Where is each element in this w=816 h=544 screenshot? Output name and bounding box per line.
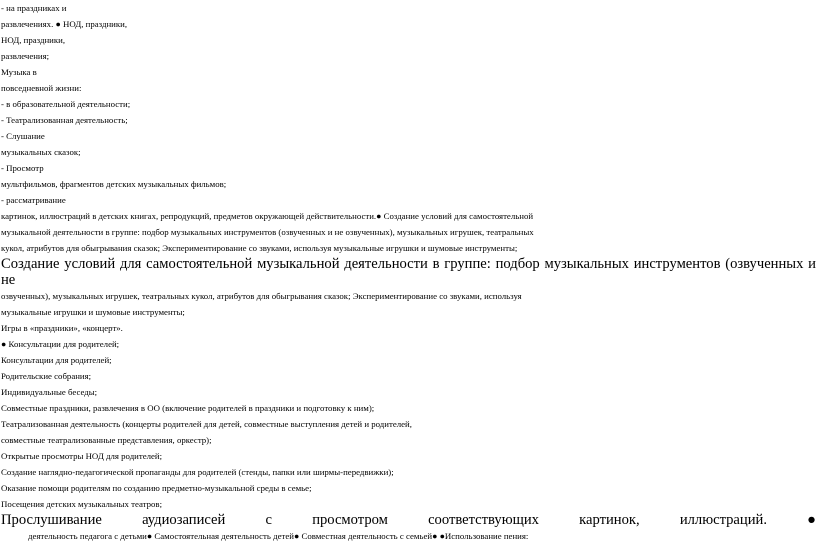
text-line: Создание условий для самостоятельной музыкальной деятельности в группе: подбор музыкальных инструментов (озвученных и не xyxy=(1,256,816,288)
text-line: Индивидуальные беседы; xyxy=(1,387,98,397)
text-line: развлечениях. ● НОД, праздники, xyxy=(1,19,128,29)
text-line: развлечения; xyxy=(1,51,50,61)
text-line: Музыка в xyxy=(1,67,37,77)
text-line: повседневной жизни: xyxy=(1,83,82,93)
text-line: озвученных), музыкальных игрушек, театральных кукол, атрибутов для обыгрывания сказок; Экспериментирование со звуками, используя xyxy=(1,291,522,301)
text-line: Создание наглядно-педагогической пропаганды для родителей (стенды, папки или ширмы-передвижки); xyxy=(1,467,394,477)
text-line: Открытые просмотры НОД для родителей; xyxy=(1,451,163,461)
text-line: музыкальной деятельности в группе: подбор музыкальных инструментов (озвученных и не озвученных), музыкальных игрушек, театральных xyxy=(1,227,534,237)
text-line: Оказание помощи родителям по созданию предметно-музыкальной среды в семье; xyxy=(1,483,312,493)
text-line: НОД, праздники, xyxy=(1,35,66,45)
text-line: Консультации для родителей; xyxy=(1,355,112,365)
text-line: Родительские собрания; xyxy=(1,371,92,381)
text-line: музыкальные игрушки и шумовые инструменты; xyxy=(1,307,185,317)
text-line: мультфильмов, фрагментов детских музыкальных фильмов; xyxy=(1,179,227,189)
text-line: - Слушание xyxy=(1,131,45,141)
text-line: Театрализованная деятельность (концерты родителей для детей, совместные выступления детей и родителей, xyxy=(1,419,412,429)
text-line: - рассматривание xyxy=(1,195,66,205)
text-line: Прослушивание аудиозаписей с просмотром соответствующих картинок, иллюстраций. ● xyxy=(1,512,816,528)
text-line: Игры в «праздники», «концерт». xyxy=(1,323,123,333)
text-line: совместные театрализованные представления, оркестр); xyxy=(1,435,212,445)
text-line: - Театрализованная деятельность; xyxy=(1,115,128,125)
text-line: - Просмотр xyxy=(1,163,44,173)
text-line: ● Консультации для родителей; xyxy=(1,339,120,349)
text-line: картинок, иллюстраций в детских книгах, репродукций, предметов окружающей действительности.● Создание условий для самостоятельной xyxy=(1,211,534,221)
text-line: деятельность педагога с детьми● Самостоятельная деятельность детей● Совместная деятельность с семьей● ●Использование пения: xyxy=(28,531,529,541)
text-line: - в образовательной деятельности; xyxy=(1,99,131,109)
text-line: Посещения детских музыкальных театров; xyxy=(1,499,163,509)
text-line: - на праздниках и xyxy=(1,3,67,13)
text-line: кукол, атрибутов для обыгрывания сказок; Экспериментирование со звуками, используя музыкальные игрушки и шумовые инструменты; xyxy=(1,243,518,253)
text-line: музыкальных сказок; xyxy=(1,147,81,157)
text-line: Совместные праздники, развлечения в ОО (включение родителей в праздники и подготовку к ним); xyxy=(1,403,375,413)
